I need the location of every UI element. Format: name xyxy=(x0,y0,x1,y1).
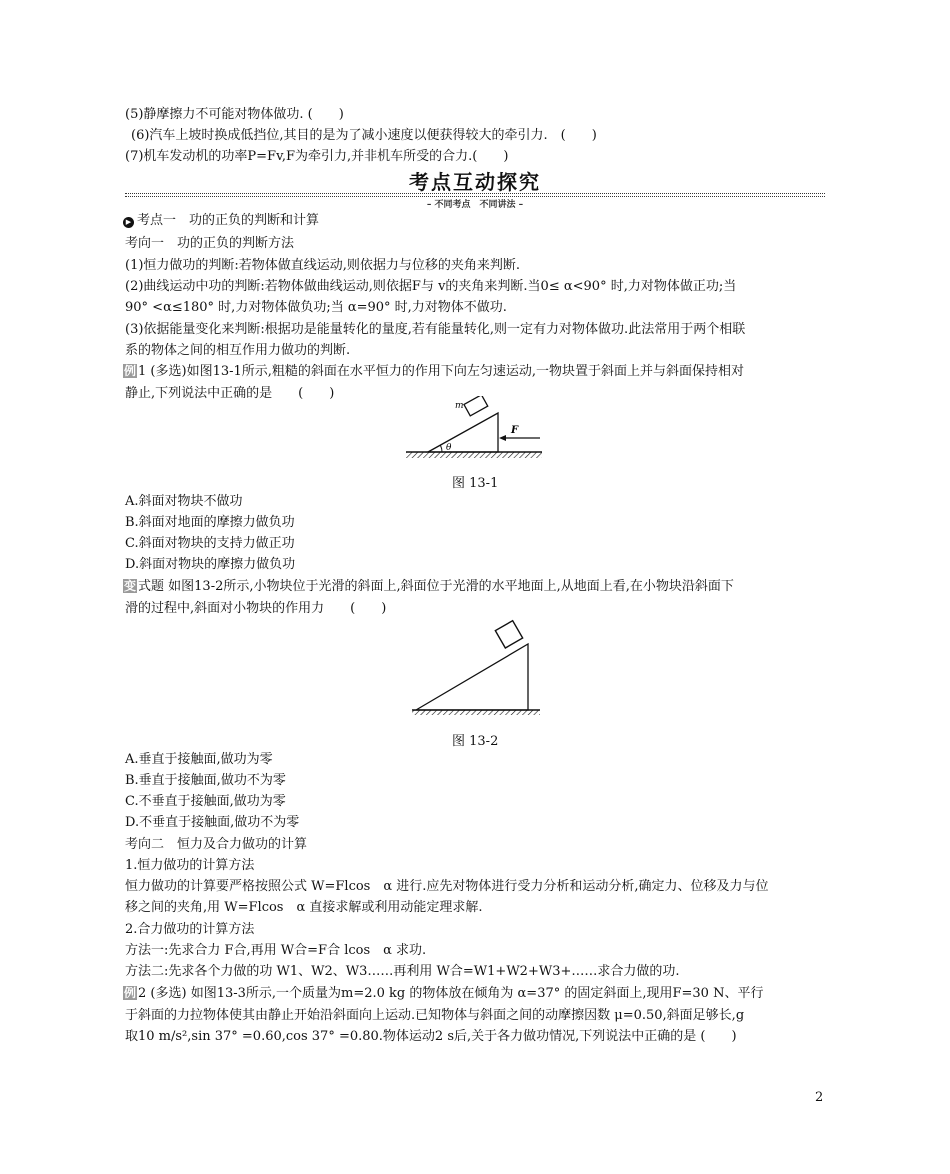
option-c: C.不垂直于接触面,做功为零 xyxy=(125,794,286,809)
body-line: (3)依据能量变化来判断:根据功是能量转化的量度,若有能量转化,则一定有力对物体做功.此法常用于两个相联 xyxy=(125,322,746,337)
option-a: A.垂直于接触面,做功为零 xyxy=(125,752,273,767)
judgment-6: (6)汽车上坡时换成低挡位,其目的是为了减小速度以便获得较大的牵引力. ( ) xyxy=(131,128,597,143)
judgment-7: (7)机车发动机的功率P=Fv,F为牵引力,并非机车所受的合力.( ) xyxy=(125,149,509,164)
section-heading xyxy=(123,211,319,231)
figure-13-2 xyxy=(408,614,544,720)
angle-arc xyxy=(441,446,443,453)
label-theta: θ xyxy=(446,443,452,453)
example-tag: 例 xyxy=(124,986,137,1000)
page-number: 2 xyxy=(815,1090,824,1105)
variant-stem xyxy=(123,577,734,597)
body-line: 1.恒力做功的计算方法 xyxy=(125,858,255,873)
body-line: (1)恒力做功的判断:若物体做直线运动,则依据力与位移的夹角来判断. xyxy=(125,258,521,273)
example1-stem xyxy=(123,362,744,382)
ground-hatch xyxy=(406,452,542,458)
example2-line1: 2 (多选) 如图13-3所示,一个质量为m=2.0 kg 的物体放在倾角为 α=37° 的固定斜面上,现用F=30 N、平行 xyxy=(138,986,764,1001)
body-line: 90° <α≤180° 时,力对物体做负功;当 α=90° 时,力对物体不做功. xyxy=(125,300,507,315)
body-line: 方法二:先求各个力做的功 W1、W2、W3……再利用 W合=W1+W2+W3+……求合力做的功. xyxy=(125,964,680,979)
variant-line2: 滑的过程中,斜面对小物块的作用力 ( ) xyxy=(125,601,387,616)
example2-stem xyxy=(123,984,763,1004)
option-c: C.斜面对物块的支持力做正功 xyxy=(125,536,295,551)
arrow-head xyxy=(499,435,506,441)
figure-caption: 图 13-1 xyxy=(452,476,499,491)
option-a: A.斜面对物块不做功 xyxy=(125,494,243,509)
body-line: 恒力做功的计算要严格按照公式 W=Flcos α 进行.应先对物体进行受力分析和运动分析,确定力、位移及力与位 xyxy=(125,879,769,894)
body-line: (2)曲线运动中功的判断:若物体做曲线运动,则依据F与 v的夹角来判断.当0≤ α<90° 时,力对物体做正功;当 xyxy=(125,279,737,294)
banner-title: 考点互动探究 xyxy=(409,170,541,194)
option-b: B.斜面对地面的摩擦力做负功 xyxy=(125,515,295,530)
banner-divider xyxy=(125,193,825,194)
judgment-5: (5)静摩擦力不可能对物体做功. ( ) xyxy=(125,107,344,122)
figure-13-1 xyxy=(400,396,550,468)
example1-line2: 静止,下列说法中正确的是 ( ) xyxy=(125,386,335,401)
example-tag: 例 xyxy=(124,364,137,378)
variant-tag: 变 xyxy=(124,579,137,593)
play-bullet-icon: ▶ xyxy=(123,217,134,228)
banner-subtitle: – 不同考点 不同讲法 – xyxy=(426,200,524,210)
body-line: 方法一:先求合力 F合,再用 W合=F合 lcos α 求功. xyxy=(125,943,427,958)
incline-wedge xyxy=(428,413,498,452)
body-line: 移之间的夹角,用 W=Flcos α 直接求解或利用动能定理求解. xyxy=(125,900,483,915)
example2-line2: 于斜面的力拉物体使其由静止开始沿斜面向上运动.已知物体与斜面之间的动摩擦因数 μ=0.50,斜面足够长,g xyxy=(125,1008,745,1023)
incline-wedge xyxy=(416,644,528,710)
section-heading-text: 考点一 功的正负的判断和计算 xyxy=(137,213,320,228)
option-d: D.斜面对物块的摩擦力做负功 xyxy=(125,557,296,572)
example2-line3: 取10 m/s²,sin 37° =0.60,cos 37° =0.80.物体运动2 s后,关于各力做功情况,下列说法中正确的是 ( ) xyxy=(125,1029,737,1044)
small-block xyxy=(495,621,522,648)
block-m xyxy=(464,396,488,416)
option-b: B.垂直于接触面,做功不为零 xyxy=(125,773,286,788)
direction1-title: 考向一 功的正负的判断方法 xyxy=(125,236,295,251)
body-line: 2.合力做功的计算方法 xyxy=(125,922,255,937)
variant-line1: 式题 如图13-2所示,小物块位于光滑的斜面上,斜面位于光滑的水平地面上,从地面上看,在小物块沿斜面下 xyxy=(138,579,734,594)
ground-hatch xyxy=(412,710,540,715)
figure-caption: 图 13-2 xyxy=(452,734,499,749)
direction2-title: 考向二 恒力及合力做功的计算 xyxy=(125,837,308,852)
label-m: m xyxy=(455,401,464,411)
section-banner xyxy=(125,166,825,210)
label-F: F xyxy=(511,425,519,436)
body-line: 系的物体之间的相互作用力做功的判断. xyxy=(125,343,351,358)
option-d: D.不垂直于接触面,做功不为零 xyxy=(125,815,300,830)
example1-line1: 1 (多选)如图13-1所示,粗糙的斜面在水平恒力的作用下向左匀速运动,一物块置于斜面上并与斜面保持相对 xyxy=(138,364,745,379)
